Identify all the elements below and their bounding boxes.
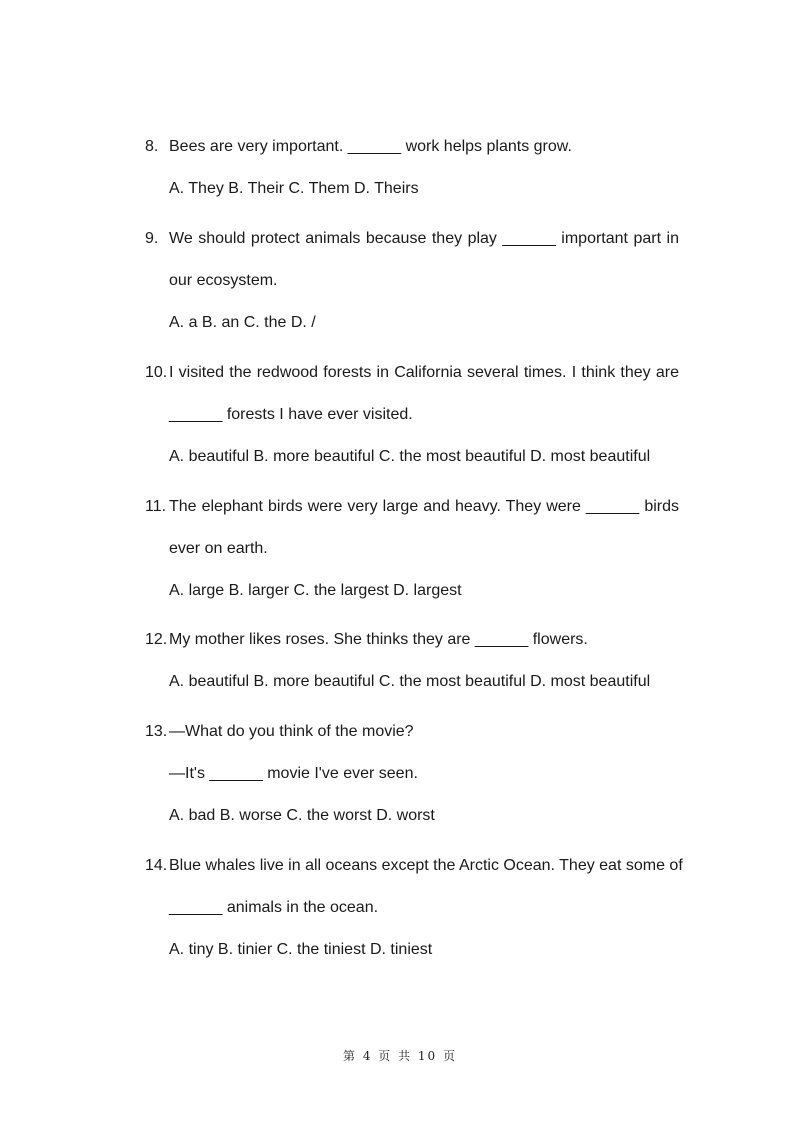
question-number: 11.: [145, 498, 167, 515]
question-text: I visited the redwood forests in California several times. I think they are: [169, 364, 679, 381]
question-options: A. beautiful B. more beautiful C. the most beautiful D. most beautiful: [169, 673, 651, 690]
question-text: Blue whales live in all oceans except the Arctic Ocean. They eat some of: [169, 857, 683, 874]
question-text-continued: ______ animals in the ocean.: [169, 899, 379, 916]
question-options: A. bad B. worse C. the worst D. worst: [169, 807, 435, 824]
question-number: 10.: [145, 364, 168, 381]
question-options: A. They B. Their C. Them D. Theirs: [169, 180, 419, 197]
question-options: A. large B. larger C. the largest D. largest: [169, 582, 462, 599]
question-number: 8.: [145, 138, 159, 155]
question-text-continued: —It's ______ movie I've ever seen.: [169, 765, 418, 782]
question-text-continued: ever on earth.: [169, 540, 268, 557]
question-options: A. a B. an C. the D. /: [169, 314, 316, 331]
question-text: The elephant birds were very large and heavy. They were ______ birds: [169, 498, 679, 515]
question-text: My mother likes roses. She thinks they are ______ flowers.: [169, 631, 588, 648]
page-footer: 第 4 页 共 10 页: [343, 1049, 457, 1063]
question-text-continued: ______ forests I have ever visited.: [169, 406, 413, 423]
question-number: 9.: [145, 230, 159, 247]
question-text-continued: our ecosystem.: [169, 272, 278, 289]
question-number: 13.: [145, 723, 168, 740]
question-number: 14.: [145, 857, 168, 874]
question-text: Bees are very important. ______ work helps plants grow.: [169, 138, 572, 155]
question-number: 12.: [145, 631, 168, 648]
question-options: A. tiny B. tinier C. the tiniest D. tiniest: [169, 941, 433, 958]
question-options: A. beautiful B. more beautiful C. the most beautiful D. most beautiful: [169, 448, 651, 465]
question-text: —What do you think of the movie?: [169, 723, 414, 740]
question-text: We should protect animals because they play ______ important part in: [169, 230, 679, 247]
